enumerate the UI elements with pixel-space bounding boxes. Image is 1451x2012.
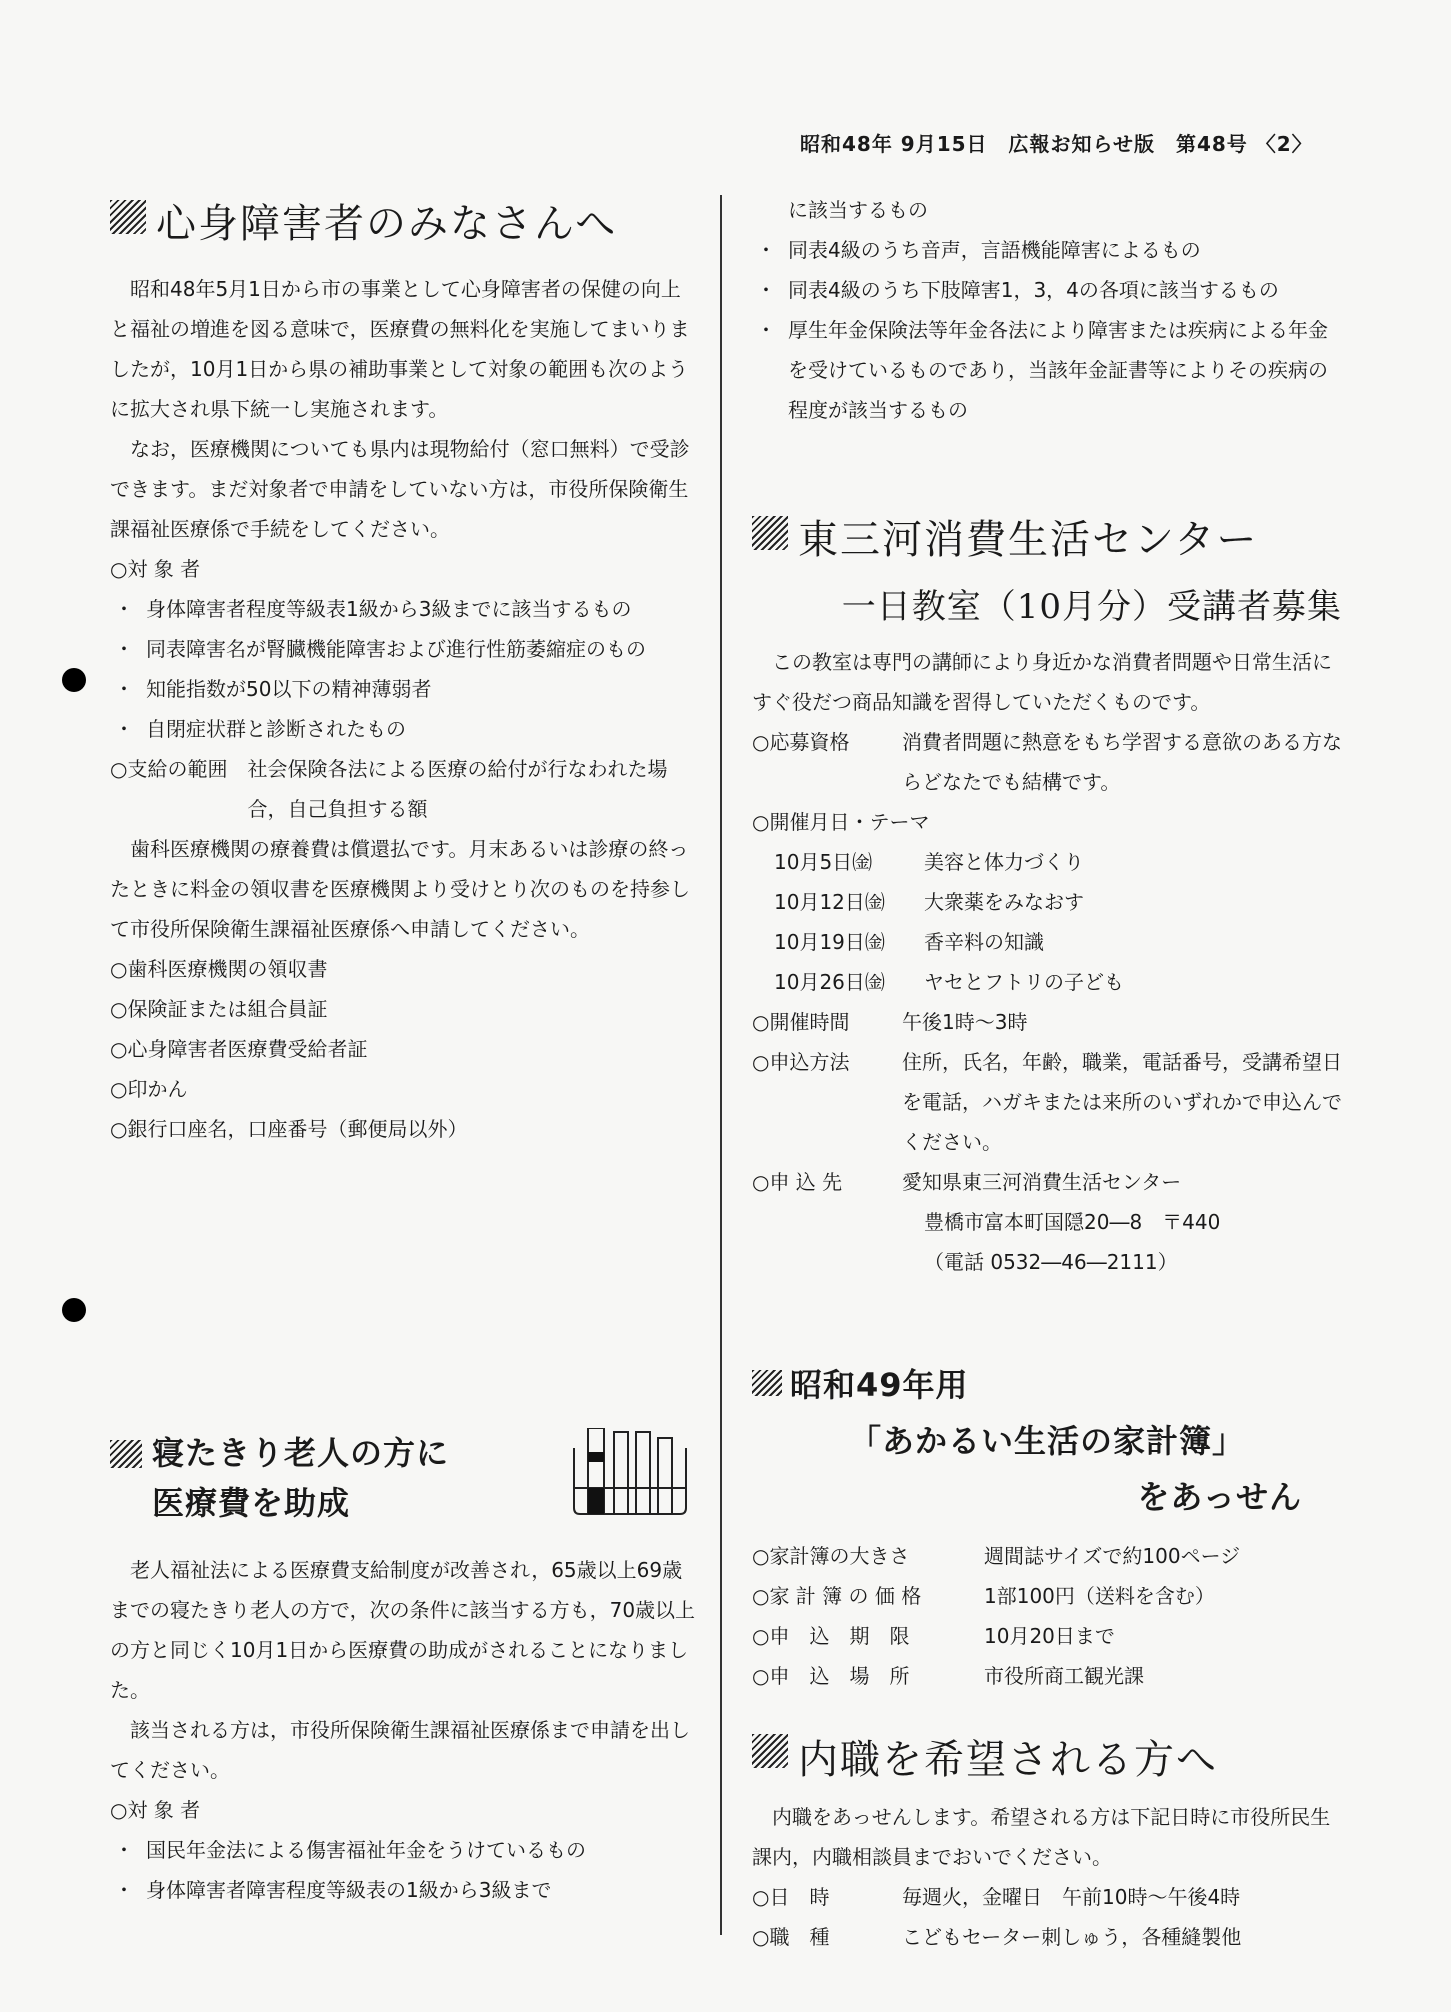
destination-block <box>902 1162 1342 1282</box>
list-item: ・ 身体障害者程度等級表1級から3級までに該当するもの <box>110 589 700 629</box>
paragraph: 老人福祉法による医療費支給制度が改善され，65歳以上69歳までの寝たきり老人の方で，次の条件に該当する方も，70歳以上の方と同じく10月1日から医療費の助成がされることになりました。 <box>110 1558 696 1702</box>
paragraph: 内職をあっせんします。希望される方は下記日時に市役所民生課内，内職相談員までおいでください。 <box>752 1805 1331 1869</box>
info-row <box>752 1917 1342 1957</box>
info-row <box>752 1576 1342 1616</box>
info-value: 10月20日まで <box>984 1624 1115 1648</box>
section-subtitle: 一日教室（10月分）受講者募集 <box>841 587 1342 627</box>
qualification-row <box>752 722 1342 802</box>
info-value: 毎週火，金曜日 午前10時～午後4時 <box>902 1885 1241 1909</box>
list-item: ・ 自閉症状群と診断されたもの <box>110 709 700 749</box>
scope-text: 社会保険各法による医療の給付が行なわれた場合，自己負担する額 <box>247 757 668 821</box>
list-item: ○銀行口座名，口座番号（郵便局以外） <box>110 1117 468 1141</box>
list-item: ・ 同表障害名が腎臓機能障害および進行性筋萎縮症のもの <box>110 629 700 669</box>
target-label: ○対 象 者 <box>110 1798 201 1822</box>
info-label: ○家 計 簿 の 価 格 <box>752 1584 922 1608</box>
info-row <box>752 1616 1342 1656</box>
section-title-line3: をあっせん <box>1137 1478 1302 1516</box>
hatch-mark-icon <box>110 200 146 234</box>
paragraph: 昭和48年5月1日から市の事業として心身障害者の保健の向上と福祉の増進を図る意味で，医療費の無料化を実施してまいりましたが，10月1日から県の補助事業として対象の範囲も次のように拡大され県下統一し実施されます。 <box>110 277 690 421</box>
schedule-date: 10月19日㈮ <box>774 930 885 954</box>
section-title-line2: 「あかるい生活の家計簿」 <box>848 1422 1245 1460</box>
method-text: 住所，氏名，年齢，職業，電話番号，受講希望日を電話，ハガキまたは来所のいずれかで申込んでください。 <box>902 1050 1342 1154</box>
section-title-line1: 寝たきり老人の方に <box>152 1434 450 1472</box>
section-title-line1: 昭和49年用 <box>790 1366 969 1404</box>
paragraph: 該当される方は，市役所保険衛生課福祉医療係まで申請を出してください。 <box>110 1718 690 1782</box>
list-item: ・ 国民年金法による傷害福祉年金をうけているもの <box>110 1830 700 1870</box>
list-item: ○心身障害者医療費受給者証 <box>110 1037 368 1061</box>
info-row <box>752 1877 1342 1917</box>
punch-hole-bottom <box>62 1298 86 1322</box>
info-label: ○家計簿の大きさ <box>752 1544 910 1568</box>
section-title-text: 心身障害者のみなさんへ <box>156 201 618 247</box>
section-title <box>110 192 700 249</box>
list-item: ・ 同表4級のうち下肢障害1，3，4の各項に該当するもの <box>752 270 1342 310</box>
info-label: ○日 時 <box>752 1885 830 1909</box>
list-item: ・ 知能指数が50以下の精神薄弱者 <box>110 669 700 709</box>
hatch-mark-icon <box>752 1370 782 1396</box>
destination-label: ○申 込 先 <box>752 1170 843 1194</box>
schedule-row <box>752 882 1342 922</box>
section-home-work <box>752 1728 1342 1957</box>
qualification-label: ○応募資格 <box>752 730 850 754</box>
info-value: 市役所商工観光課 <box>984 1664 1144 1688</box>
hatch-mark-icon <box>110 1440 142 1468</box>
list-item: ○歯科医療機関の領収書 <box>110 957 328 981</box>
column-divider <box>720 195 722 1935</box>
destination-phone: （電話 0532―46―2111） <box>924 1250 1178 1274</box>
section-disabled-medical <box>110 192 700 1149</box>
section-title-line2: 医療費を助成 <box>152 1484 351 1522</box>
info-value: 週間誌サイズで約100ページ <box>984 1544 1241 1568</box>
section-title <box>752 1728 1342 1785</box>
list-item: ・ 身体障害者障害程度等級表の1級から3級まで <box>110 1870 700 1910</box>
info-label: ○職 種 <box>752 1925 830 1949</box>
info-value: こどもセーター刺しゅう，各種縫製他 <box>902 1925 1242 1949</box>
target-label: ○対 象 者 <box>110 557 201 581</box>
paragraph: 歯科医療機関の療養費は償還払です。月末あるいは診療の終ったときに料金の領収書を医療機関より受けとり次のものを持参して市役所保険衛生課福祉医療係へ申請してください。 <box>110 837 690 941</box>
scope-row <box>110 749 700 829</box>
test-tubes-illustration <box>570 1428 688 1520</box>
punch-hole-top <box>62 668 86 692</box>
schedule-row <box>752 842 1342 882</box>
method-row <box>752 1042 1342 1162</box>
schedule-theme: ヤセとフトリの子ども <box>924 970 1124 994</box>
paragraph: この教室は専門の講師により身近かな消費者問題や日常生活にすぐ役だつ商品知識を習得していただくものです。 <box>752 650 1332 714</box>
list-item: ・ 厚生年金保険法等年金各法により障害または疾病による年金を受けているものであり，当該年金証書等によりその疾病の程度が該当するもの <box>752 310 1342 430</box>
schedule-date: 10月26日㈮ <box>774 970 885 994</box>
schedule-row <box>752 922 1342 962</box>
info-row <box>752 1536 1342 1576</box>
schedule-label: ○開催月日・テーマ <box>752 810 930 834</box>
info-row <box>752 1656 1342 1696</box>
section-consumer-center <box>752 508 1342 1282</box>
schedule-theme: 大衆薬をみなおす <box>924 890 1084 914</box>
section-continued <box>752 190 1342 430</box>
hatch-mark-icon <box>752 1734 788 1768</box>
scope-label: ○支給の範囲 <box>110 757 228 781</box>
schedule-date: 10月12日㈮ <box>774 890 885 914</box>
hatch-mark-icon <box>752 516 788 550</box>
time-row <box>752 1002 1342 1042</box>
info-label: ○申 込 期 限 <box>752 1624 910 1648</box>
destination-name: 愛知県東三河消費生活センター <box>902 1170 1182 1194</box>
list-item: ○印かん <box>110 1077 188 1101</box>
section-title-text: 東三河消費生活センター <box>798 517 1259 563</box>
section-household-book <box>752 1360 1342 1696</box>
page-header: 昭和48年 9月15日 広報お知らせ版 第48号 〈2〉 <box>800 132 1313 156</box>
continued-line: に該当するもの <box>788 198 928 222</box>
time-text: 午後1時～3時 <box>902 1010 1028 1034</box>
schedule-theme: 香辛料の知識 <box>924 930 1044 954</box>
schedule-row <box>752 962 1342 1002</box>
schedule-theme: 美容と体力づくり <box>924 850 1084 874</box>
info-label: ○申 込 場 所 <box>752 1664 910 1688</box>
time-label: ○開催時間 <box>752 1010 850 1034</box>
info-value: 1部100円（送料を含む） <box>984 1584 1215 1608</box>
schedule-date: 10月5日㈮ <box>774 850 873 874</box>
list-item: ○保険証または組合員証 <box>110 997 328 1021</box>
destination-row <box>752 1162 1342 1282</box>
paragraph: なお，医療機関についても県内は現物給付（窓口無料）で受診できます。まだ対象者で申請をしていない方は，市役所保険衛生課福祉医療係で手続をしてください。 <box>110 437 690 541</box>
qualification-text: 消費者問題に熱意をもち学習する意欲のある方ならどなたでも結構です。 <box>902 730 1342 794</box>
section-bedridden-elderly <box>110 1428 700 1910</box>
section-title <box>752 508 1342 565</box>
section-title-text: 内職を希望される方へ <box>798 1737 1218 1783</box>
list-item: ・ 同表4級のうち音声，言語機能障害によるもの <box>752 230 1342 270</box>
method-label: ○申込方法 <box>752 1050 850 1074</box>
destination-address: 豊橋市富本町国隠20―8 〒440 <box>924 1210 1221 1234</box>
section-title <box>752 1360 1342 1406</box>
